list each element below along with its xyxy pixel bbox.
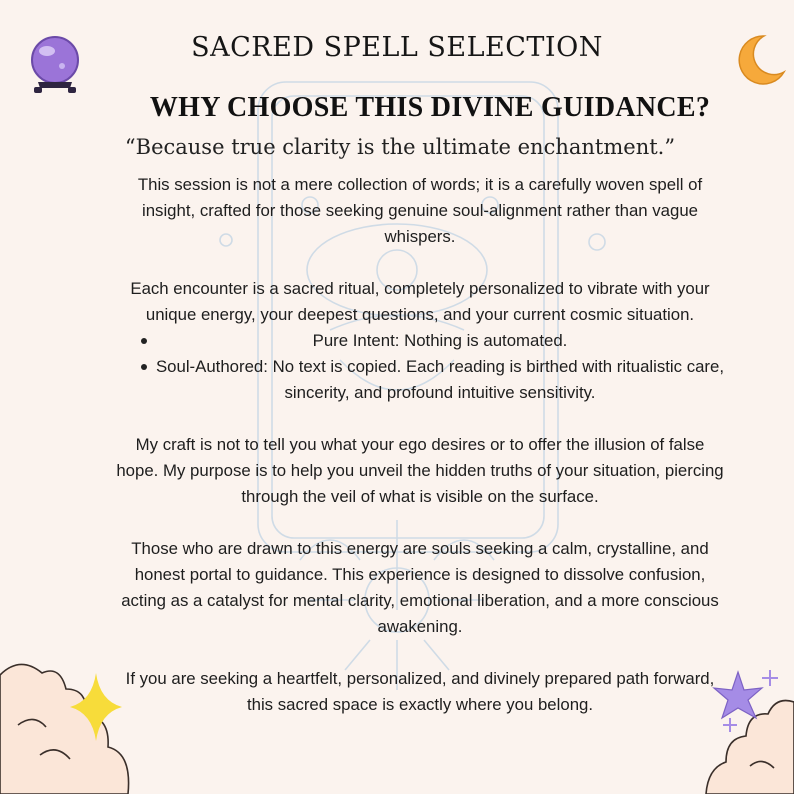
description-body [115, 172, 725, 718]
paragraph-closing: If you are seeking a heartfelt, personalized, and divinely prepared path forward, this sacred space is exactly where you belong. [125, 669, 715, 714]
paragraph-ritual: Each encounter is a sacred ritual, completely personalized to vibrate with your unique energy, your deepest questions, and your current cosmic situation. [130, 279, 710, 324]
feature-list [115, 328, 725, 406]
paragraph-audience: Those who are drawn to this energy are souls seeking a calm, crystalline, and honest portal to guidance. This experience is designed to dissolve confusion, acting as a catalyst for mental clarity, emotional liberation, and a more conscious awakening. [121, 539, 719, 636]
list-item-text: Pure Intent: Nothing is automated. [312, 331, 568, 350]
cloud-right-decoration [690, 666, 794, 794]
section-heading: WHY CHOOSE THIS DIVINE GUIDANCE? [149, 92, 711, 123]
list-item-text: Soul-Authored: No text is copied. Each reading is birthed with ritualistic care, sincerity, and profound intuitive sensitivity. [155, 357, 725, 402]
paragraph-intro: This session is not a mere collection of words; it is a carefully woven spell of insight, crafted for those seeking genuine soul-alignment rather than vague whispers. [137, 175, 703, 246]
tagline-quote: “Because true clarity is the ultimate enchantment.” [124, 135, 676, 159]
list-item [115, 328, 725, 354]
small-sparkle-icon [762, 670, 778, 686]
small-sparkle-icon [723, 718, 737, 732]
page-title: SACRED SPELL SELECTION [191, 32, 603, 63]
list-item [115, 354, 725, 406]
star-icon [714, 672, 762, 718]
cloud-left-decoration [0, 655, 140, 794]
bullet-icon [141, 364, 147, 370]
paragraph-craft: My craft is not to tell you what your ego desires or to offer the illusion of false hope. My purpose is to help you unveil the hidden truths of your situation, piercing through the veil of what is visible on the surface. [116, 435, 724, 506]
bullet-icon [141, 338, 147, 344]
